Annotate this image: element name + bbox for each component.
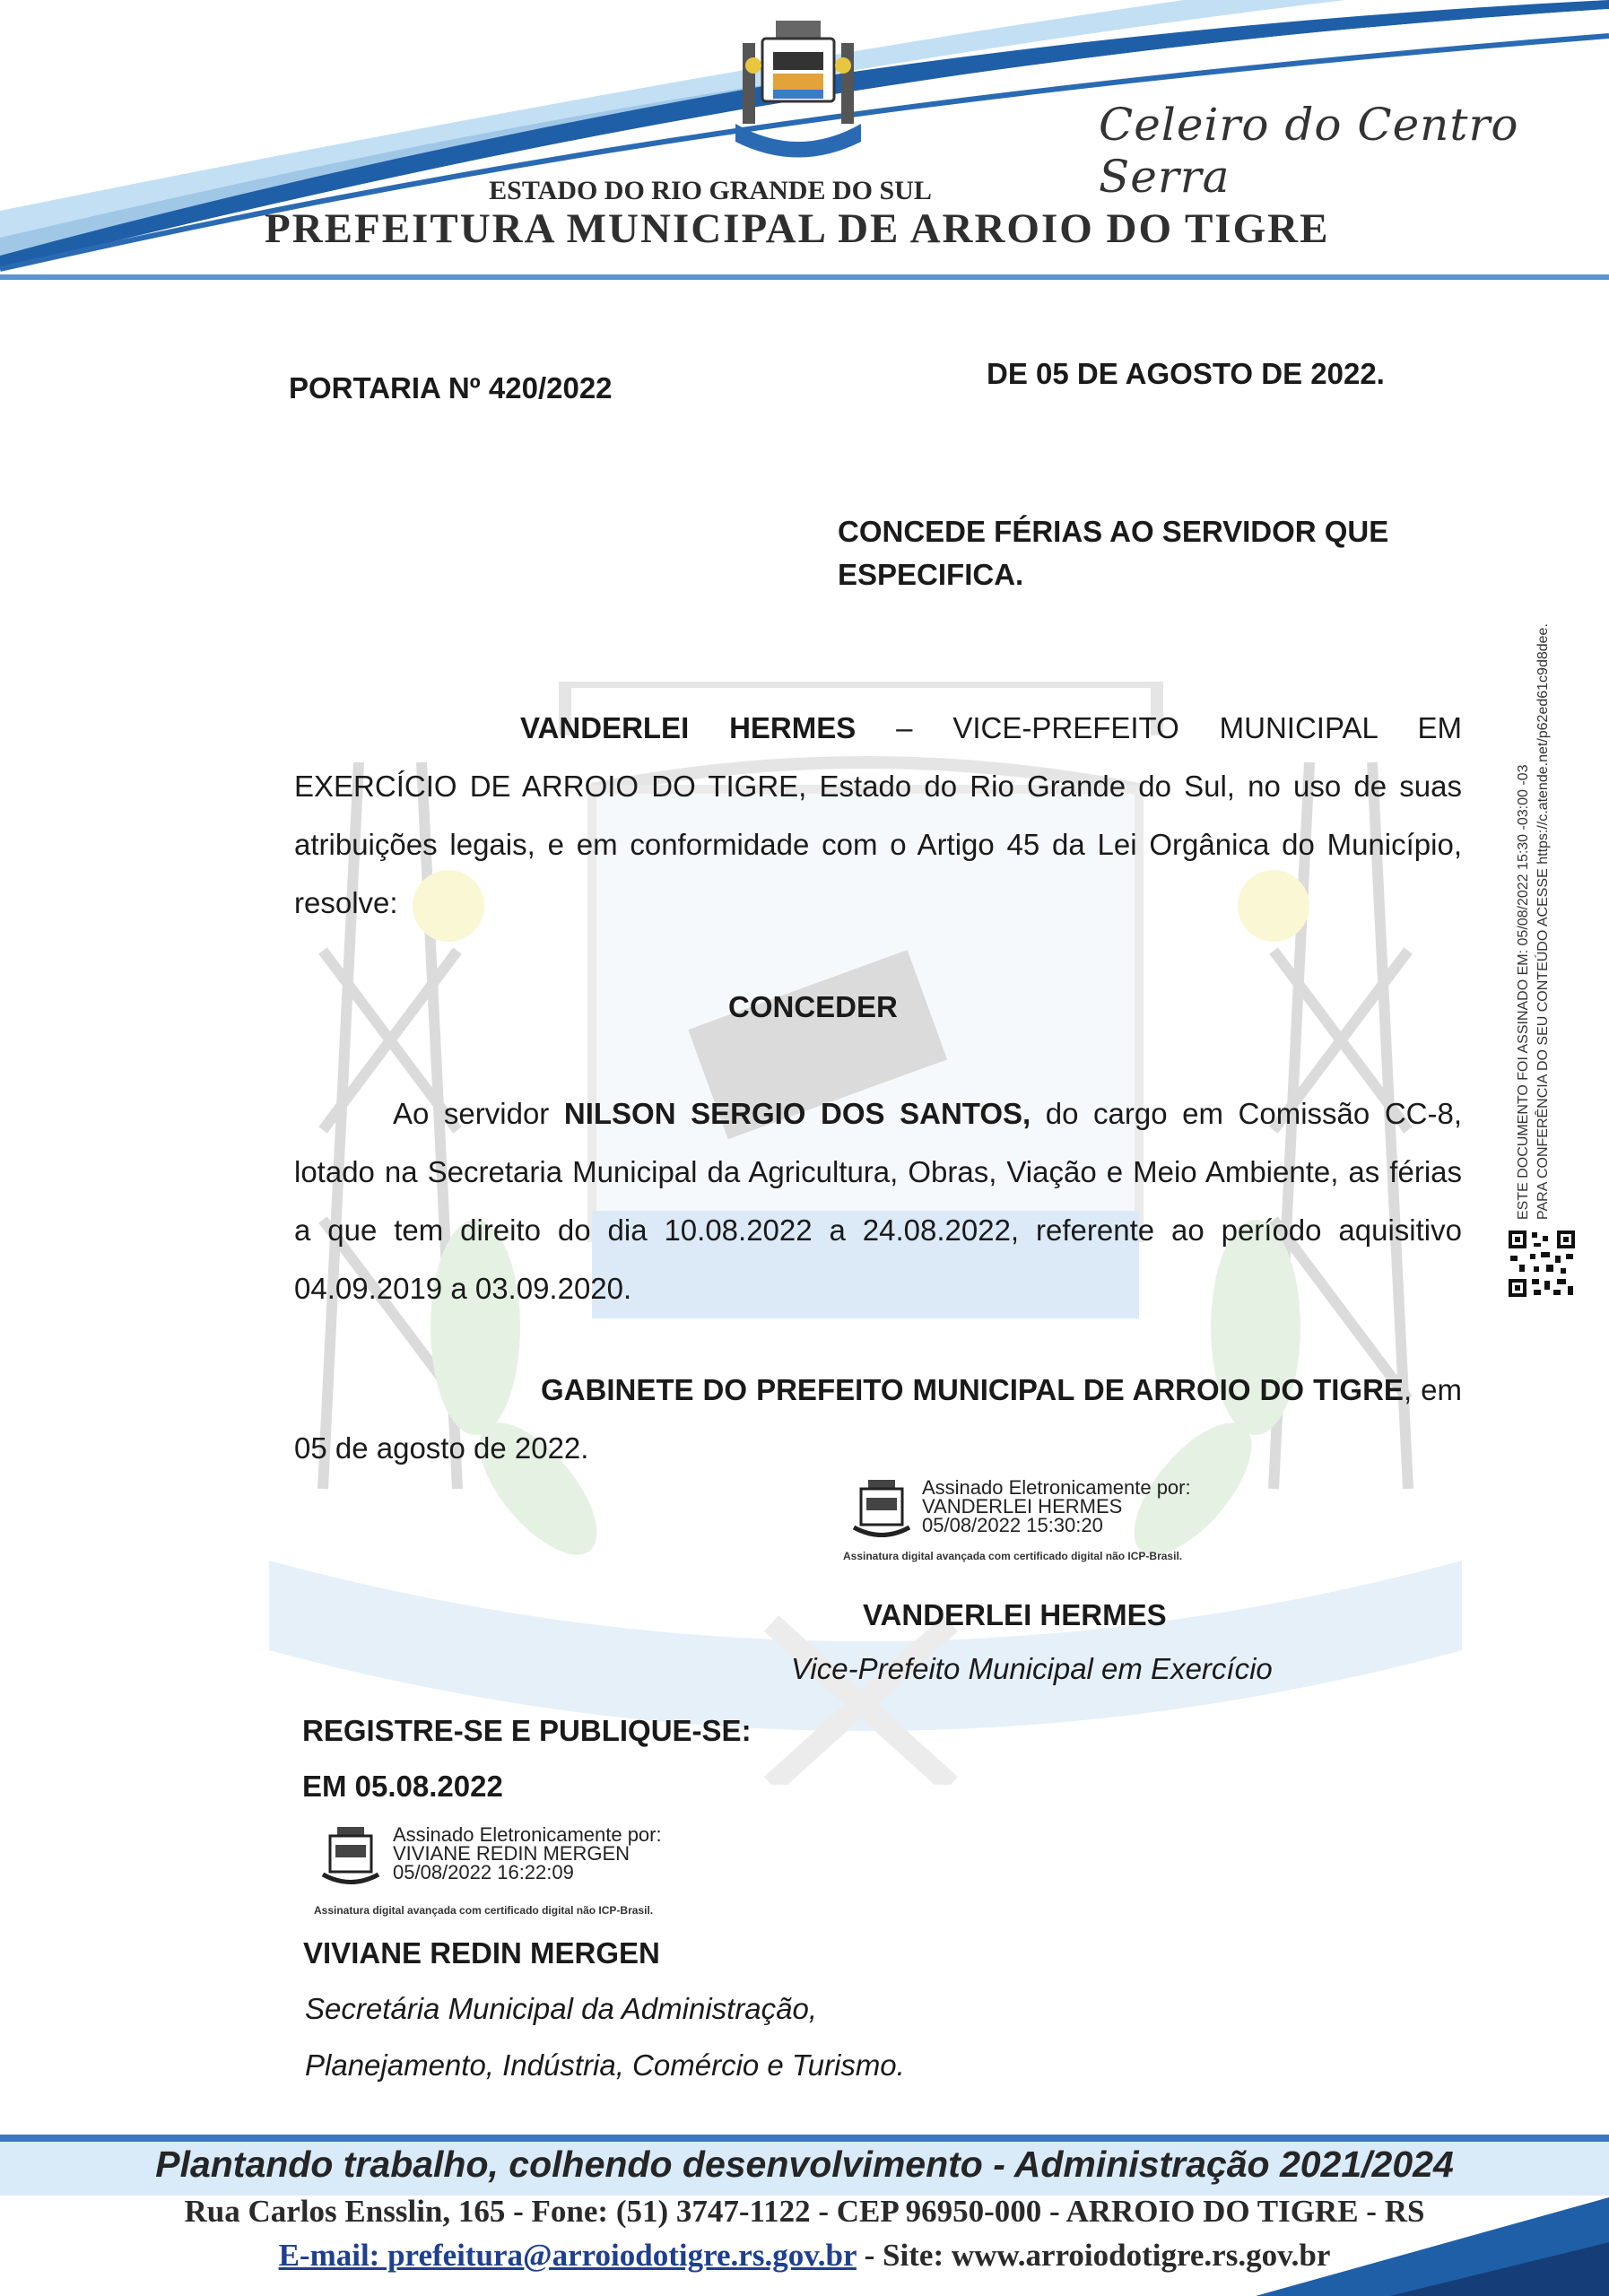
state-name: ESTADO DO RIO GRANDE DO SUL [489,176,932,205]
action-heading: CONCEDER [728,990,898,1023]
municipal-crest-logo [726,16,870,164]
signature-datetime: 05/08/2022 15:30:20 [922,1514,1103,1536]
electronic-signature-stamp-2 [314,1823,732,1933]
signature-name: VANDERLEI HERMES [922,1495,1123,1518]
signature-crest-icon [319,1825,382,1890]
footer-site: - Site: www.arroiodotigre.rs.gov.br [856,2238,1331,2273]
cabinet-paragraph: GABINETE DO PREFEITO MUNICIPAL DE ARROIO DO TIGRE, em 05 de agosto de 2022. [294,1373,1462,1465]
city-motto: Celeiro do Centro Serra [1099,99,1519,203]
register-heading: REGISTRE-SE E PUBLIQUE-SE: [302,1714,752,1747]
signature-label: Assinado Eletronicamente por: [922,1476,1191,1499]
signature-crest-icon [850,1478,913,1543]
footer-email-link[interactable]: E-mail: prefeitura@arroiodotigre.rs.gov.br [278,2238,857,2273]
footer-contact [0,2238,1609,2274]
signer-name: VANDERLEI HERMES [863,1598,1167,1631]
signer-role-line1: Secretária Municipal da Administração, [305,1992,818,2025]
signature-label: Assinado Eletronicamente por: [393,1823,662,1846]
signer-role-line2: Planejamento, Indústria, Comércio e Turismo. [305,2048,905,2082]
signature-name: VIVIANE REDIN MERGEN [393,1842,631,1865]
footer-slogan: Plantando trabalho, colhendo desenvolvimento - Administração 2021/2024 [155,2144,1454,2185]
signer-role: Vice-Prefeito Municipal em Exercício [791,1652,1273,1685]
document-number: PORTARIA Nº 420/2022 [289,371,613,404]
signature-note: Assinatura digital avançada com certificado digital não ICP-Brasil. [314,1904,654,1917]
verification-side-text: ESTE DOCUMENTO FOI ASSINADO EM: 05/08/2022 15:30 -03:00 -03 PARA CONFERÊNCIA DO SEU CONTEÚDO ACESSE https://c.atende.net/p62ed61c9d8dee. [1516,623,1551,1220]
intro-paragraph: VANDERLEI HERMES – VICE-PREFEITO MUNICIPAL EM EXERCÍCIO DE ARROIO DO TIGRE, Estado do Rio Grande do Sul, no uso de suas atribuições legais, e em conformidade com o Artigo 45 da Lei Orgânica do Município, resolve: [294,711,1462,919]
prefecture-title: PREFEITURA MUNICIPAL DE ARROIO DO TIGRE [265,205,1330,252]
signature-note: Assinatura digital avançada com certificado digital não ICP-Brasil. [843,1550,1183,1562]
register-date: EM 05.08.2022 [302,1770,503,1803]
signer-name-2: VIVIANE REDIN MERGEN [303,1936,660,1970]
signature-datetime: 05/08/2022 16:22:09 [393,1861,574,1883]
document-summary: CONCEDE FÉRIAS AO SERVIDOR QUE ESPECIFICA. [838,515,1389,591]
grant-paragraph: Ao servidor NILSON SERGIO DOS SANTOS, do cargo em Comissão CC-8, lotado na Secretaria Municipal da Agricultura, Obras, Viação e Meio Ambiente, as férias a que tem direito do dia 10.08.2022 a 24.08.2022, referente ao período aquisitivo 04.09.2019 a 03.09.2020. [294,1097,1462,1305]
document-date: DE 05 DE AGOSTO DE 2022. [987,357,1385,390]
qr-code-icon[interactable] [1507,1229,1577,1299]
electronic-signature-stamp [843,1476,1263,1586]
footer-address: Rua Carlos Ensslin, 165 - Fone: (51) 3747-1122 - CEP 96950-000 - ARROIO DO TIGRE - RS [184,2194,1425,2229]
